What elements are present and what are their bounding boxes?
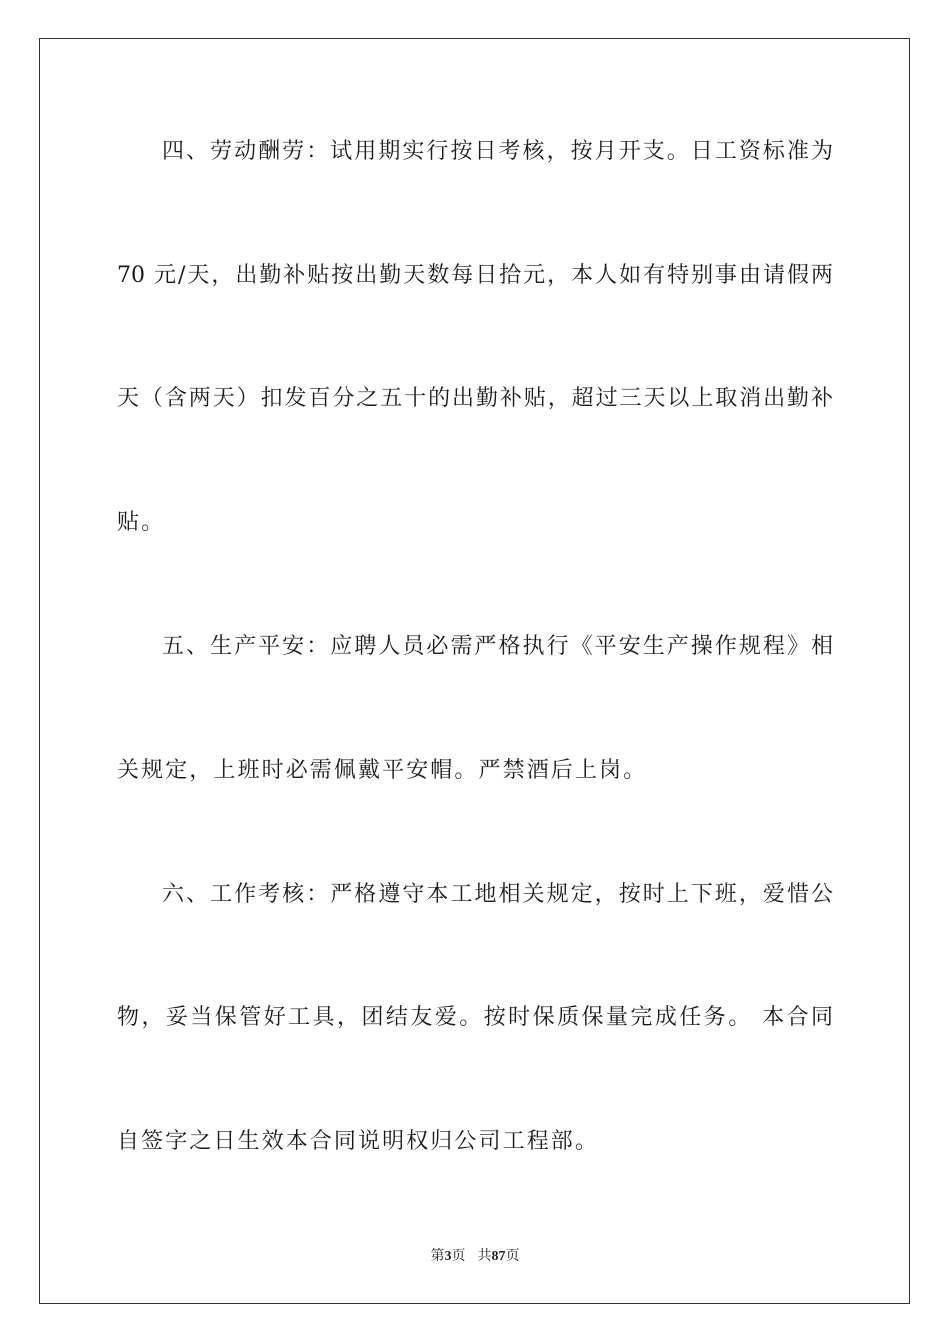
footer-total-suffix: 页 (505, 1249, 520, 1264)
footer-total-pages: 87 (491, 1249, 506, 1264)
paragraph-6-line-1: 六、工作考核：严格遵守本工地相关规定，按时上下班，爱惜公 (162, 882, 833, 907)
paragraph-6-line-3: 自签字之日生效本合同说明权归公司工程部。 (117, 1129, 600, 1154)
footer-total-prefix: 共 (477, 1249, 492, 1264)
paragraph-4-line-1: 四、劳动酬劳：试用期实行按日考核，按月开支。日工资标准为 (162, 139, 833, 164)
paragraph-5-line-1: 五、生产平安：应聘人员必需严格执行《平安生产操作规程》相 (162, 634, 833, 659)
paragraph-5-line-2: 关规定，上班时必需佩戴平安帽。严禁酒后上岗。 (117, 758, 648, 783)
paragraph-4-line-4: 贴。 (117, 510, 166, 535)
footer-page-suffix: 页 (451, 1249, 466, 1264)
paragraph-6-line-2: 物，妥当保管好工具，团结友爱。按时保质保量完成任务。 本合同 (117, 1005, 833, 1030)
page-footer (0, 1248, 950, 1266)
footer-page-prefix: 第 (430, 1249, 445, 1264)
page-border (39, 38, 910, 1304)
paragraph-4-line-3: 天（含两天）扣发百分之五十的出勤补贴，超过三天以上取消出勤补 (117, 386, 833, 411)
footer-page-number: 3 (444, 1249, 452, 1264)
paragraph-4-line-2: 70 元/天，出勤补贴按出勤天数每日拾元，本人如有特别事由请假两 (117, 263, 833, 288)
